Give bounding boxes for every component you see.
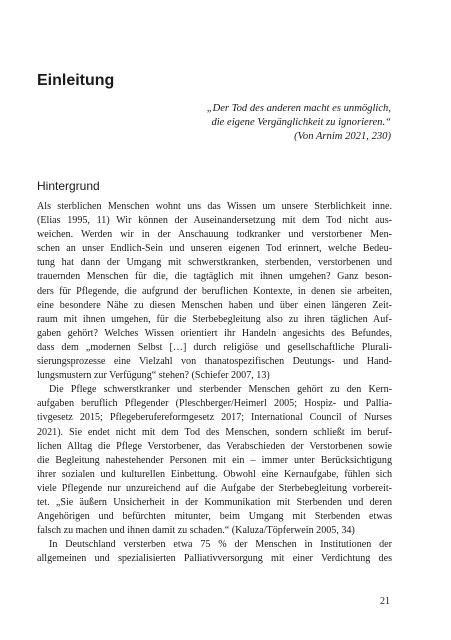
body-line: raum mit ihnen umgehen, für die Sterbebegleitung also zu ihren täglichen Auf-	[37, 313, 392, 325]
body-line: viele Pflegende nur unzureichend auf die Aufgabe der Sterbebegleitung vorbereit-	[37, 482, 392, 494]
body-line: schen an unser Endlich-Sein und unseren eigenen Tod erinnert, welche Bedeu-	[37, 243, 392, 255]
body-line: tivgesetz 2015; Pflegeberufereformgesetz 2017; International Council of Nurses	[37, 412, 392, 424]
body-text	[37, 200, 392, 566]
epigraph-line: die eigene Vergänglichkeit zu ignorieren.“	[211, 117, 391, 128]
body-line: (Elias 1995, 11) Wir können der Auseinandersetzung mit dem Tod nicht aus-	[37, 215, 392, 227]
body-line: allgemeinen und spezialisierten Palliativversorgung mit einer Verdichtung des	[37, 553, 392, 565]
body-line: Angehörigen und befürchten mitunter, beim Umgang mit Sterbenden etwas	[37, 511, 392, 523]
body-line: ders für Pflegende, die aufgrund der beruflichen Kontexte, in denen sie arbeiten,	[37, 285, 392, 297]
body-line: aufgaben beruflich Pflegender (Pleschberger/Heimerl 2005; Hospiz- und Pallia-	[37, 398, 392, 410]
epigraph-quote	[131, 102, 391, 144]
epigraph-line: „Der Tod des anderen macht es unmöglich,	[206, 103, 391, 114]
body-line: gaben gehört? Welches Wissen orientiert ihr Handeln angesichts des Befundes,	[37, 327, 392, 339]
body-line: Die Pflege schwerstkranker und sterbender Menschen gehört zu den Kern-	[49, 384, 392, 396]
body-line: tung hat dann der Umgang mit schwerstkranken, sterbenden, verstorbenen und	[37, 257, 392, 269]
page-number: 21	[380, 596, 390, 607]
body-line: eine besondere Nähe zu diesen Menschen haben und über einen längeren Zeit-	[37, 299, 392, 311]
body-line: falsch zu machen und ihnen damit zu schaden.“ (Kaluza/Töpferwein 2005, 34)	[37, 525, 355, 537]
body-line: lichen Alltag die Pflege Verstorbener, das Verabschieden der Verstorbenen sowie	[37, 440, 392, 452]
body-line: dass dem „modernen Selbst […] durch religiöse und gesellschaftliche Plurali-	[37, 341, 392, 353]
body-line: weichen. Werden wir in der Anschauung todkranker und verstorbener Men-	[37, 229, 392, 241]
body-line: trauernden Menschen für die, die tagtäglich mit ihnen umgehen? Ganz beson-	[37, 271, 392, 283]
body-line: In Deutschland versterben etwa 75 % der Menschen in Institutionen der	[49, 539, 392, 551]
body-line: die Begleitung nahestehender Personen mit ein – immer unter Berücksichtigung	[37, 454, 392, 466]
body-line: lungsmustern zur Verfügung“ stehen? (Schiefer 2007, 13)	[37, 370, 270, 382]
section-heading: Hintergrund	[37, 179, 100, 193]
body-line: 2021). Sie endet nicht mit dem Tod des Menschen, sondern schließt im beruf-	[37, 426, 392, 438]
body-line: ihrer sozialen und kulturellen Einbettung. Obwohl eine Kernaufgabe, fühlen sich	[37, 468, 392, 480]
body-line: tet. „Sie äußern Unsicherheit in der Kommunikation mit Sterbenden und deren	[37, 496, 392, 508]
body-line: Als sterblichen Menschen wohnt uns das Wissen um unsere Sterblichkeit inne.	[37, 201, 392, 212]
body-line: sierungsprozesse eine Vielzahl von thanatospezifischen Deutungs- und Hand-	[37, 356, 392, 368]
epigraph-citation: (Von Arnim 2021, 230)	[294, 131, 391, 142]
chapter-title: Einleitung	[37, 72, 115, 89]
